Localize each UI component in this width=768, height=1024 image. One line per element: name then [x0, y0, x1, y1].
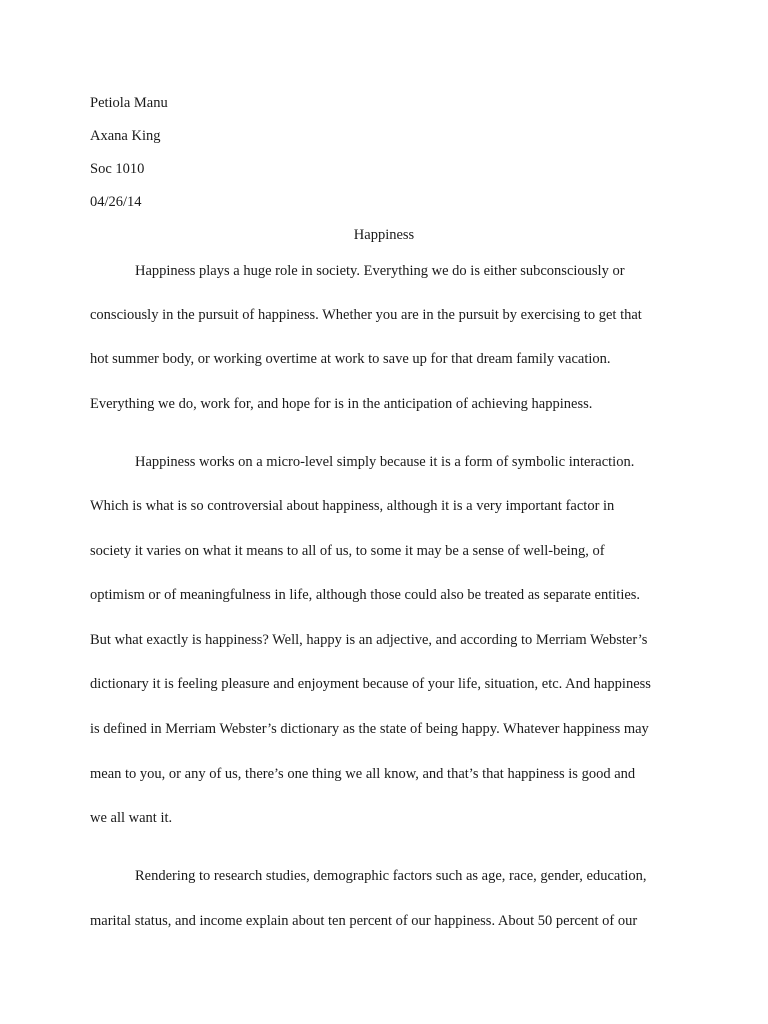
instructor-name: Axana King [90, 128, 161, 144]
course-code: Soc 1010 [90, 161, 145, 177]
paragraph-2-line-7: is defined in Merriam Webster’s dictionary as the state of being happy. Whatever happiness may [90, 721, 649, 737]
paragraph-3-line-2: marital status, and income explain about ten percent of our happiness. About 50 percent of our [90, 913, 638, 929]
paragraph-2-line-2: Which is what is so controversial about happiness, although it is a very important factor in [90, 498, 615, 514]
paragraph-1-line-2: consciously in the pursuit of happiness. Whether you are in the pursuit by exercising to get that [90, 307, 642, 323]
paragraph-2-line-3: society it varies on what it means to all of us, to some it may be a sense of well-being, of [90, 543, 605, 559]
paragraph-1-line-1: Happiness plays a huge role in society. Everything we do is either subconsciously or [135, 263, 625, 279]
paragraph-2-line-5: But what exactly is happiness? Well, happy is an adjective, and according to Merriam Webster’s [90, 632, 648, 648]
assignment-date: 04/26/14 [90, 194, 142, 210]
paragraph-2-line-4: optimism or of meaningfulness in life, although those could also be treated as separate entities. [90, 587, 641, 603]
essay-title: Happiness [353, 227, 415, 243]
paragraph-2-line-1: Happiness works on a micro-level simply because it is a form of symbolic interaction. [135, 454, 635, 470]
paragraph-2-line-6: dictionary it is feeling pleasure and enjoyment because of your life, situation, etc. And happiness [90, 676, 651, 692]
paragraph-2-line-9: we all want it. [90, 810, 173, 826]
paragraph-2-line-8: mean to you, or any of us, there’s one thing we all know, and that’s that happiness is good and [90, 766, 636, 782]
paragraph-1-line-4: Everything we do, work for, and hope for is in the anticipation of achieving happiness. [90, 396, 593, 412]
paragraph-3-line-1: Rendering to research studies, demographic factors such as age, race, gender, education, [135, 868, 647, 884]
student-name: Petiola Manu [90, 95, 168, 111]
paragraph-1-line-3: hot summer body, or working overtime at work to save up for that dream family vacation. [90, 351, 611, 367]
